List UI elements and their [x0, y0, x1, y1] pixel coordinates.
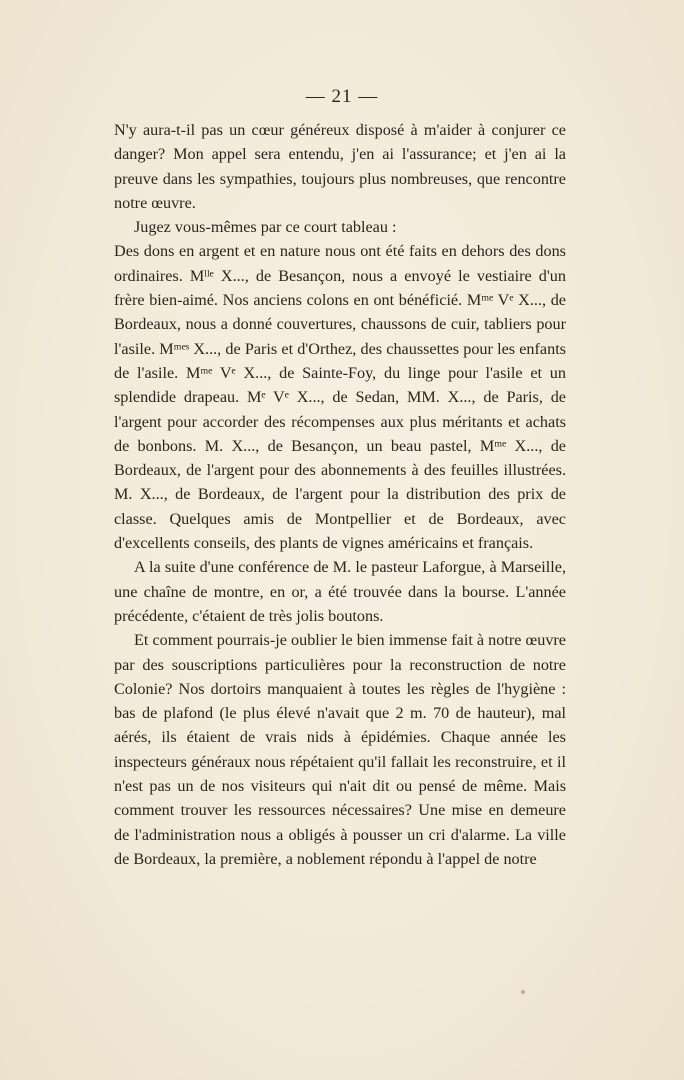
paragraph-1: N'y aura-t-il pas un cœur généreux disposé à m'aider à conjurer ce danger? Mon appel sera entendu, j'en ai l'assurance; et j'en ai la preuve dans les sympathies, toujours plus nombreuses, que rencontre notre œuvre. — [114, 121, 566, 212]
page-number: — 21 — — [305, 86, 379, 107]
body-text — [114, 118, 566, 871]
paper-speck — [521, 990, 525, 994]
paragraph-4: A la suite d'une conférence de M. le pasteur Laforgue, à Marseille, une chaîne de montre, en or, a été trouvée dans la bourse. L'année précédente, c'étaient de très jolis boutons. — [114, 558, 566, 625]
paragraph-3: Des dons en argent et en nature nous ont été faits en dehors des dons ordinaires. Mˡˡᵉ X..., de Besançon, nous a envoyé le vestiaire d'un frère bien-aimé. Nos anciens colons en ont bénéficié. Mᵐᵉ Vᵉ X..., de Bordeaux, nous a donné couvertures, chaussons de cuir, tabliers pour l'asile. Mᵐᵉˢ X..., de Paris et d'Orthez, des chaussettes pour les enfants de l'asile. Mᵐᵉ Vᵉ X..., de Sainte-Foy, du linge pour l'asile et un splendide drapeau. Mᵉ Vᵉ X..., de Sedan, MM. X..., de Paris, de l'argent pour accorder des récompenses aux plus méritants et achats de bonbons. M. X..., de Besançon, un beau pastel, Mᵐᵉ X..., de Bordeaux, de l'argent pour des abonnements à des feuilles illustrées. M. X..., de Bordeaux, de l'argent pour la distribution des prix de classe. Quelques amis de Montpellier et de Bordeaux, avec d'excellents conseils, des plants de vignes américains et français. — [114, 242, 566, 553]
paragraph-2: Jugez vous-mêmes par ce court tableau : — [134, 218, 397, 237]
paragraph-5: Et comment pourrais-je oublier le bien immense fait à notre œuvre par des souscriptions particulières pour la reconstruction de notre Colonie? Nos dortoirs manquaient à toutes les règles de l'hygiène : bas de plafond (le plus élevé n'avait que 2 m. 70 de hauteur), mal aérés, ils étaient de vrais nids à épidémies. Chaque année les inspecteurs généraux nous répétaient qu'il fallait les reconstruire, et il n'est pas un de nos visiteurs qui n'ait dit ou pensé de même. Mais comment trouver les ressources nécessaires? Une mise en demeure de l'administration nous a obligés à pousser un cri d'alarme. La ville de Bordeaux, la première, a noblement répondu à l'appel de notre — [114, 631, 566, 868]
